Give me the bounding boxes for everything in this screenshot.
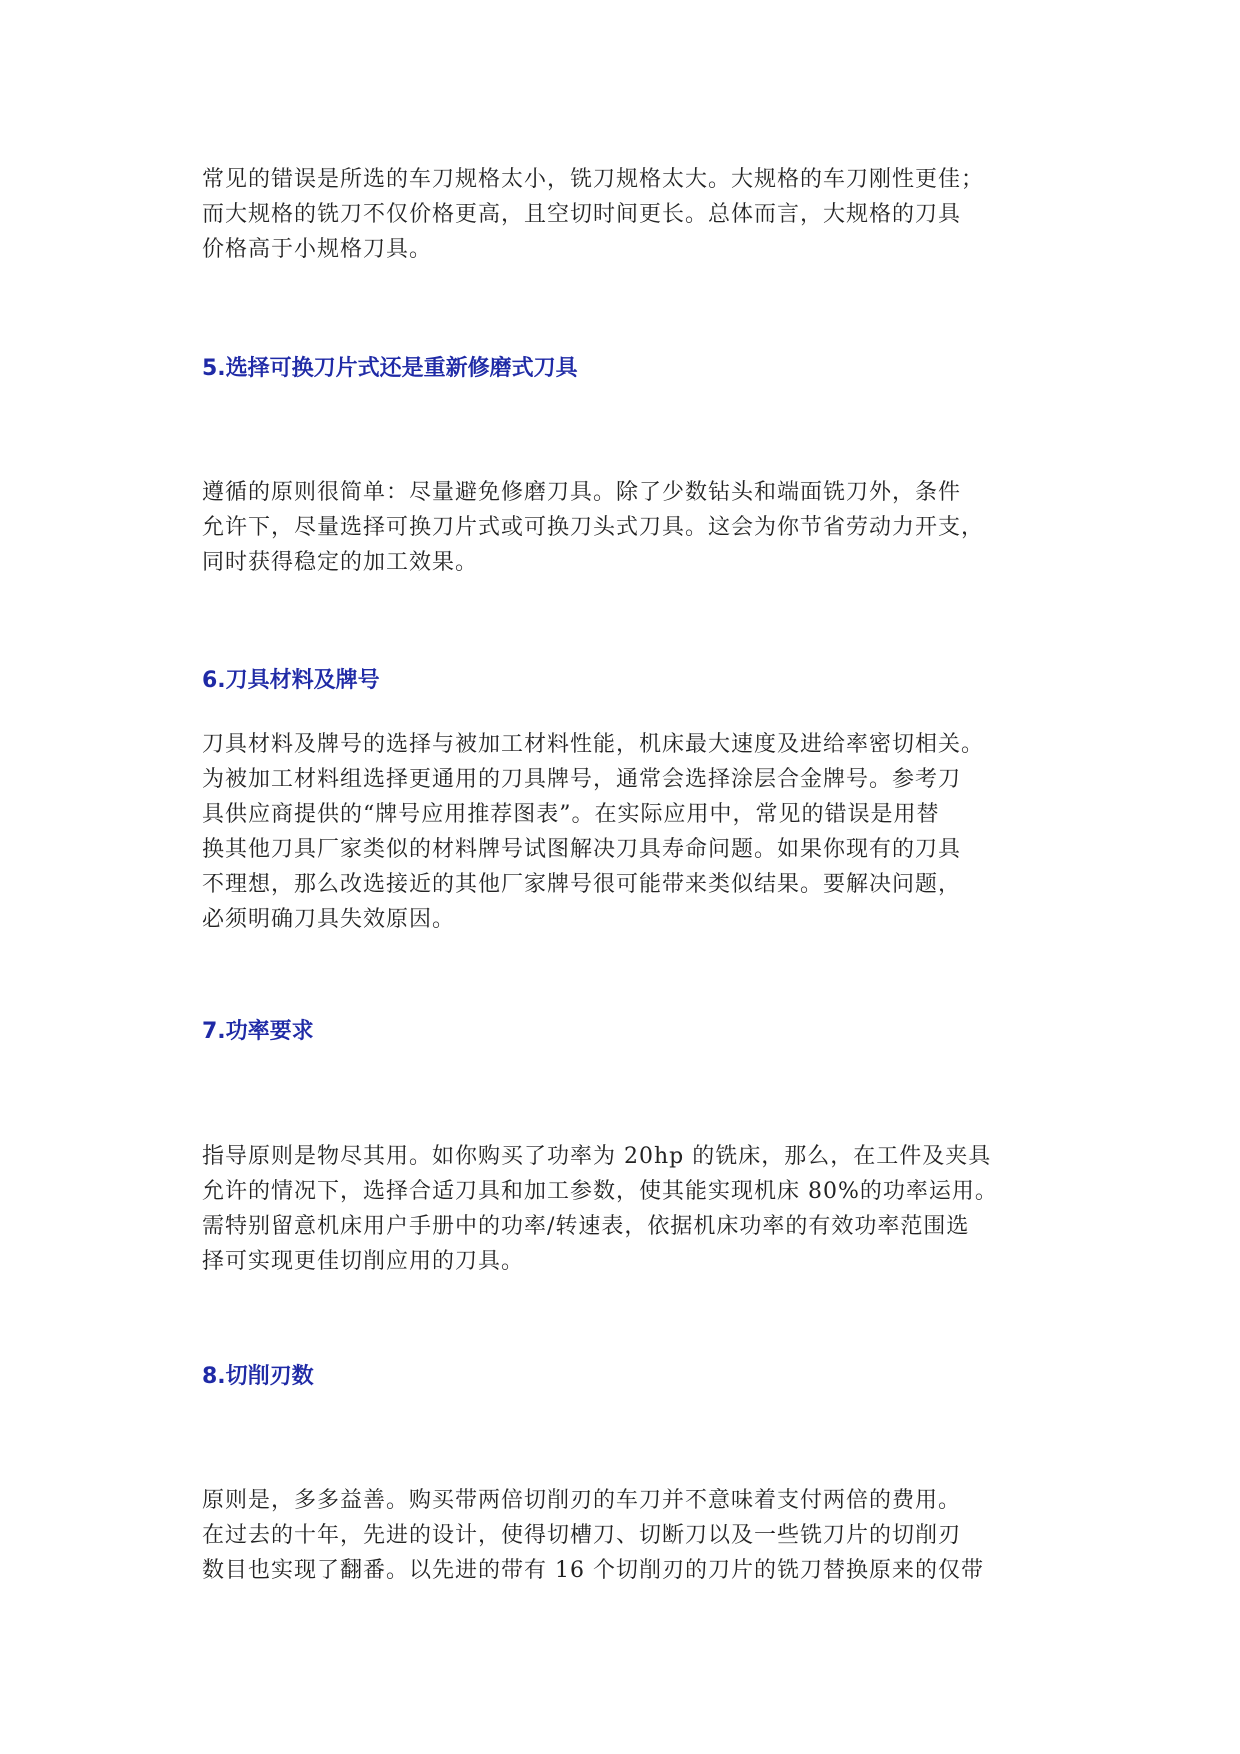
section-heading-7: 7.功率要求 (202, 1019, 314, 1044)
section-heading-5: 5.选择可换刀片式还是重新修磨式刀具 (202, 356, 578, 381)
text-line: 刀具材料及牌号的选择与被加工材料性能，机床最大速度及进给率密切相关。 (202, 732, 985, 757)
text-line: 允许下，尽量选择可换刀片式或可换刀头式刀具。这会为你节省劳动力开支， (202, 515, 985, 540)
text-line: 指导原则是物尽其用。如你购买了功率为 20hp 的铣床，那么，在工件及夹具 (202, 1144, 992, 1169)
text-line: 换其他刀具厂家类似的材料牌号试图解决刀具寿命问题。如果你现有的刀具 (202, 837, 962, 862)
paragraph-power (202, 1139, 1042, 1279)
paragraph-regrind (202, 475, 1042, 580)
section-heading-8: 8.切削刃数 (202, 1364, 314, 1389)
text-line: 原则是，多多益善。购买带两倍切削刃的车刀并不意味着支付两倍的费用。 (202, 1488, 962, 1513)
text-line: 数目也实现了翻番。以先进的带有 16 个切削刃的刀片的铣刀替换原来的仅带 (202, 1558, 984, 1583)
text-line: 价格高于小规格刀具。 (202, 237, 433, 262)
paragraph-cutting-edges (202, 1483, 1042, 1588)
text-line: 需特别留意机床用户手册中的功率/转速表，依据机床功率的有效功率范围选 (202, 1214, 970, 1239)
text-line: 允许的情况下，选择合适刀具和加工参数，使其能实现机床 80%的功率运用。 (202, 1179, 998, 1204)
text-line: 不理想，那么改选接近的其他厂家牌号很可能带来类似结果。要解决问题， (202, 872, 962, 897)
paragraph-tool-size (202, 162, 1042, 267)
text-line: 常见的错误是所选的车刀规格太小，铣刀规格太大。大规格的车刀刚性更佳； (202, 167, 985, 192)
text-line: 在过去的十年，先进的设计，使得切槽刀、切断刀以及一些铣刀片的切削刃 (202, 1523, 962, 1548)
text-line: 具供应商提供的“牌号应用推荐图表”。在实际应用中，常见的错误是用替 (202, 802, 940, 827)
section-heading-6: 6.刀具材料及牌号 (202, 668, 380, 693)
text-line: 择可实现更佳切削应用的刀具。 (202, 1249, 525, 1274)
paragraph-materials (202, 727, 1042, 937)
text-line: 必须明确刀具失效原因。 (202, 907, 456, 932)
text-line: 为被加工材料组选择更通用的刀具牌号，通常会选择涂层合金牌号。参考刀 (202, 767, 962, 792)
text-line: 而大规格的铣刀不仅价格更高，且空切时间更长。总体而言，大规格的刀具 (202, 202, 962, 227)
text-line: 遵循的原则很简单：尽量避免修磨刀具。除了少数钻头和端面铣刀外，条件 (202, 480, 962, 505)
text-line: 同时获得稳定的加工效果。 (202, 550, 479, 575)
